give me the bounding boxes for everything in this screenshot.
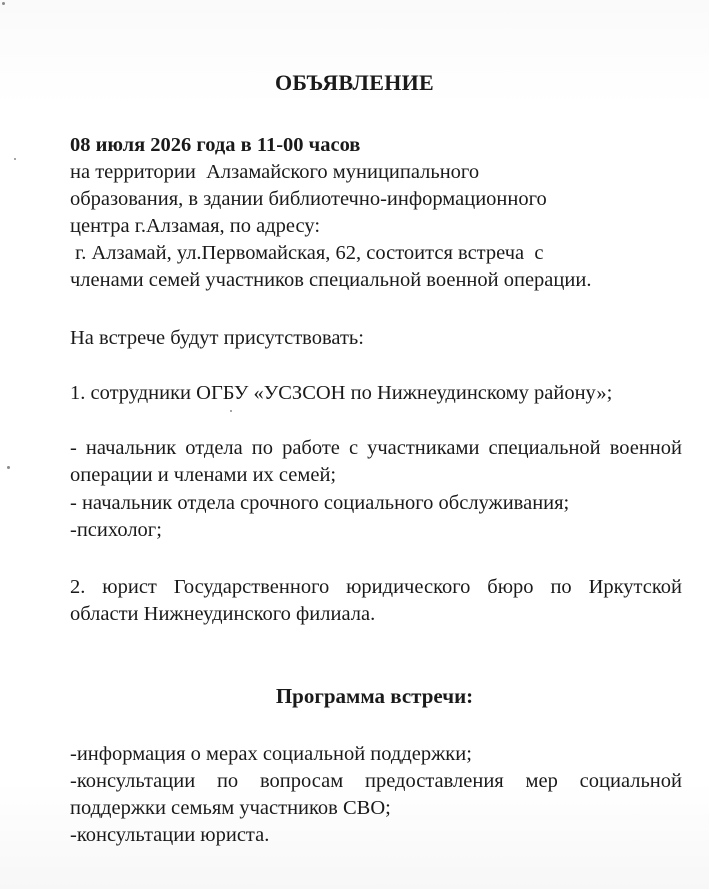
intro-line: членами семей участников специальной военной операции.	[70, 269, 592, 291]
scan-speck	[14, 158, 16, 160]
program-item: -информация о мерах социальной поддержки;	[70, 743, 472, 765]
attendee-item-1: 1. сотрудники ОГБУ «УСЗСОН по Нижнеудинскому району»;	[70, 382, 613, 404]
intro-line: образования, в здании библиотечно-информационного	[70, 188, 547, 210]
program-item: -консультации юриста.	[70, 824, 270, 846]
attendees-heading: На встрече будут присутствовать:	[70, 327, 364, 349]
attendee-subitem: - начальник отдела срочного социального обслуживания;	[70, 492, 570, 514]
attendee-item-2: 2. юрист Государственного юридического бюро по Иркутской области Нижнеудинского филиала.	[70, 576, 682, 625]
scan-speck	[7, 466, 10, 469]
meeting-date: 08 июля 2026 года в 11-00 часов	[70, 134, 361, 156]
scan-speck	[230, 410, 232, 412]
document-title: ОБЪЯВЛЕНИЕ	[274, 70, 435, 95]
intro-line: центра г.Алзамая, по адресу:	[70, 215, 321, 237]
attendee-subitem: - начальник отдела по работе с участниками специальной военной операции и членами их семей;	[70, 437, 682, 486]
program-heading: Программа встречи:	[275, 684, 474, 708]
intro-line: на территории Алзамайского муниципального	[70, 161, 480, 183]
intro-block	[70, 132, 682, 294]
intro-line: г. Алзамай, ул.Первомайская, 62, состоится встреча с	[70, 242, 544, 264]
attendee-subitem: -психолог;	[70, 519, 162, 541]
scan-speck	[2, 2, 5, 5]
program-item: -консультации по вопросам предоставления мер социальной поддержки семьям участников СВО;	[70, 770, 682, 819]
